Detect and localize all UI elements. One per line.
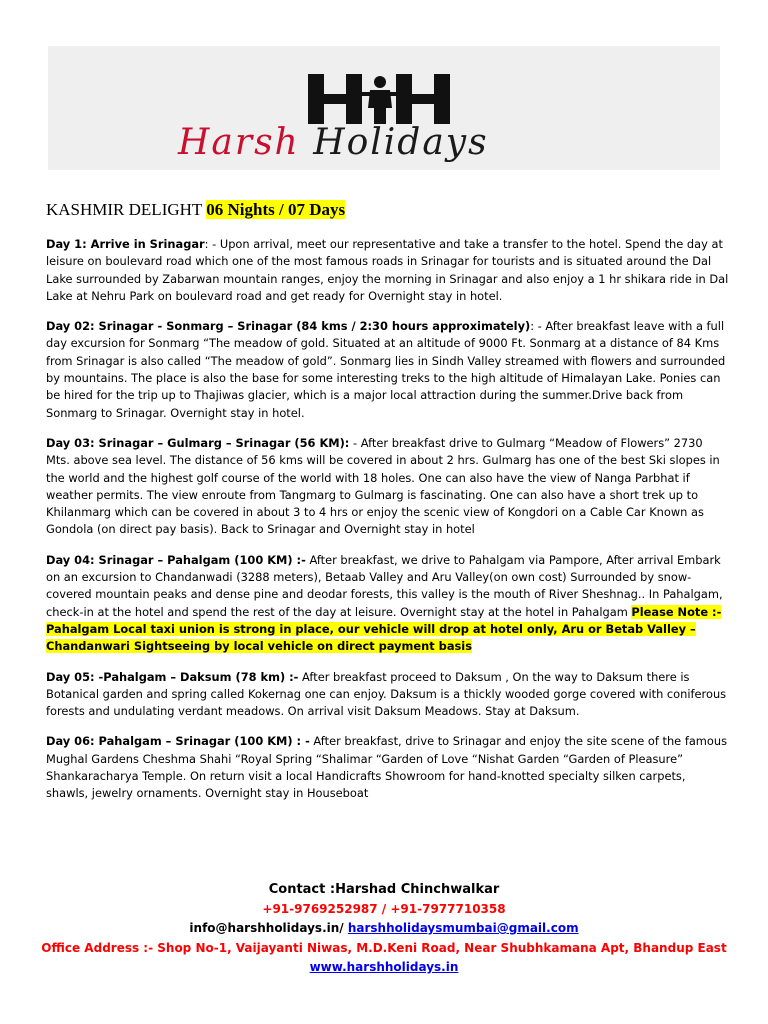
day-3	[46, 435, 730, 539]
day-1	[46, 236, 730, 305]
contact-emails	[0, 919, 768, 939]
logo-text	[178, 118, 598, 168]
logo-word-holidays: Holidays	[313, 122, 489, 163]
day-5-heading: Day 05: -Pahalgam – Daksum (78 km) :-	[46, 669, 299, 684]
contact-name: Contact :Harshad Chinchwalkar	[268, 882, 500, 897]
logo-word-harsh: Harsh	[178, 122, 300, 163]
day-4	[46, 552, 730, 656]
day-6-text: After breakfast, drive to Srinagar and enjoy the site scene of the famous Mughal Gardens Cheshma Shahi “Royal Spring “Shalimar “Garden of Love “Nishat Garden “Garden of Pleasure” Shankaracharya Temple. On return visit a local Handicrafts Showroom for hand-knotted specialty silken carpets, shawls, jewelry ornaments. Overnight stay in Houseboat	[46, 734, 728, 801]
website-link[interactable]: www.harshholidays.in	[309, 960, 459, 974]
title-duration: 06 Nights / 07 Days	[206, 200, 346, 219]
day-4-heading: Day 04: Srinagar – Pahalgam (100 KM) :-	[46, 552, 306, 567]
day-3-text: - After breakfast drive to Gulmarg “Meadow of Flowers” 2730 Mts. above sea level. The distance of 56 kms will be covered in about 2 hrs. Gulmarg has one of the best Ski slopes in the world and the highest golf course of the world with 18 holes. One can also have the view of Nanga Parbhat if weather permits. The view enroute from Tangmarg to Gulmarg is fascinating. One can also have a short trek up to Khilanmarg which can be covered in about 3 to 4 hrs or enjoy the scenic view of Kongdori on a Cable Car Known as Gondola (on direct pay basis). Back to Srinagar and Overnight stay in hotel	[46, 435, 720, 537]
title-main: KASHMIR DELIGHT	[46, 200, 207, 219]
contact-block	[0, 880, 768, 978]
day-3-heading: Day 03: Srinagar – Gulmarg – Srinagar (56 KM):	[46, 435, 350, 450]
header-banner	[48, 46, 720, 170]
page-title	[46, 200, 345, 220]
contact-address: Office Address :- Shop No-1, Vaijayanti Niwas, M.D.Keni Road, Near Shubhkamana Apt, Bhandup East	[41, 940, 727, 955]
itinerary	[46, 236, 730, 816]
day-6-heading: Day 06: Pahalgam – Srinagar (100 KM) : -	[46, 734, 310, 749]
day-2-heading: Day 02: Srinagar - Sonmarg – Srinagar (84 kms / 2:30 hours approximately)	[46, 319, 531, 334]
day-1-text: : - Upon arrival, meet our representative and take a transfer to the hotel. Spend the day at leisure on boulevard road which one of the most famous roads in Srinagar for tourists and is situated around the Dal Lake surrounded by Zabarwan mountain ranges, enjoy the morning in Srinagar and also enjoy a 1 hr shikara ride in Dal Lake at Nehru Park on boulevard road and get ready for Overnight stay in hotel.	[46, 237, 729, 303]
day-5	[46, 669, 730, 721]
day-4-note: Please Note :- Pahalgam Local taxi union is strong in place, our vehicle will drop at hotel only, Aru or Betab Valley – Chandanwari Sightseeing by local vehicle on direct payment basis	[46, 604, 722, 654]
day-2	[46, 318, 730, 422]
day-4-text: After breakfast, we drive to Pahalgam via Pampore, After arrival Embark on an excursion to Chandanwadi (3288 meters), Betaab Valley and Aru Valley(on own cost) Surrounded by snow-covered mountain peaks and dense pine and deodar forests, this valley is the mouth of River Sheshnag.. In Pahalgam, check-in at the hotel and spend the rest of the day at leisure. Overnight stay at the hotel in Pahalgam	[46, 552, 723, 619]
contact-phones: +91-9769252987 / +91-7977710358	[262, 901, 506, 916]
day-1-heading: Day 1: Arrive in Srinagar	[46, 237, 205, 251]
day-6	[46, 733, 730, 802]
contact-email-info: info@harshholidays.in/	[189, 921, 348, 935]
day-5-text: After breakfast proceed to Daksum , On the way to Daksum there is Botanical garden and spring called Kokernag one can enjoy. Daksum is a thickly wooded gorge covered with coniferous forests and undulating verdant meadows. On arrival visit Daksum Meadows. Stay at Daksum.	[46, 669, 727, 719]
day-2-text: : - After breakfast leave with a full day excursion for Sonmarg “The meadow of gold. Situated at an altitude of 9000 Ft. Sonmarg at a distance of 84 Kms from Srinagar is also called “The meadow of gold”. Sonmarg lies in Sindh Valley streamed with flowers and surrounded by mountains. The place is also the base for some interesting treks to the high altitude of Himalayan Lake. Ponies can be hired for the trip up to Thajiwas glacier, which is a major local attraction during the summer.Drive back from Sonmarg to Srinagar. Overnight stay in hotel.	[46, 319, 726, 420]
contact-email-link[interactable]: harshholidaysmumbai@gmail.com	[347, 921, 579, 935]
